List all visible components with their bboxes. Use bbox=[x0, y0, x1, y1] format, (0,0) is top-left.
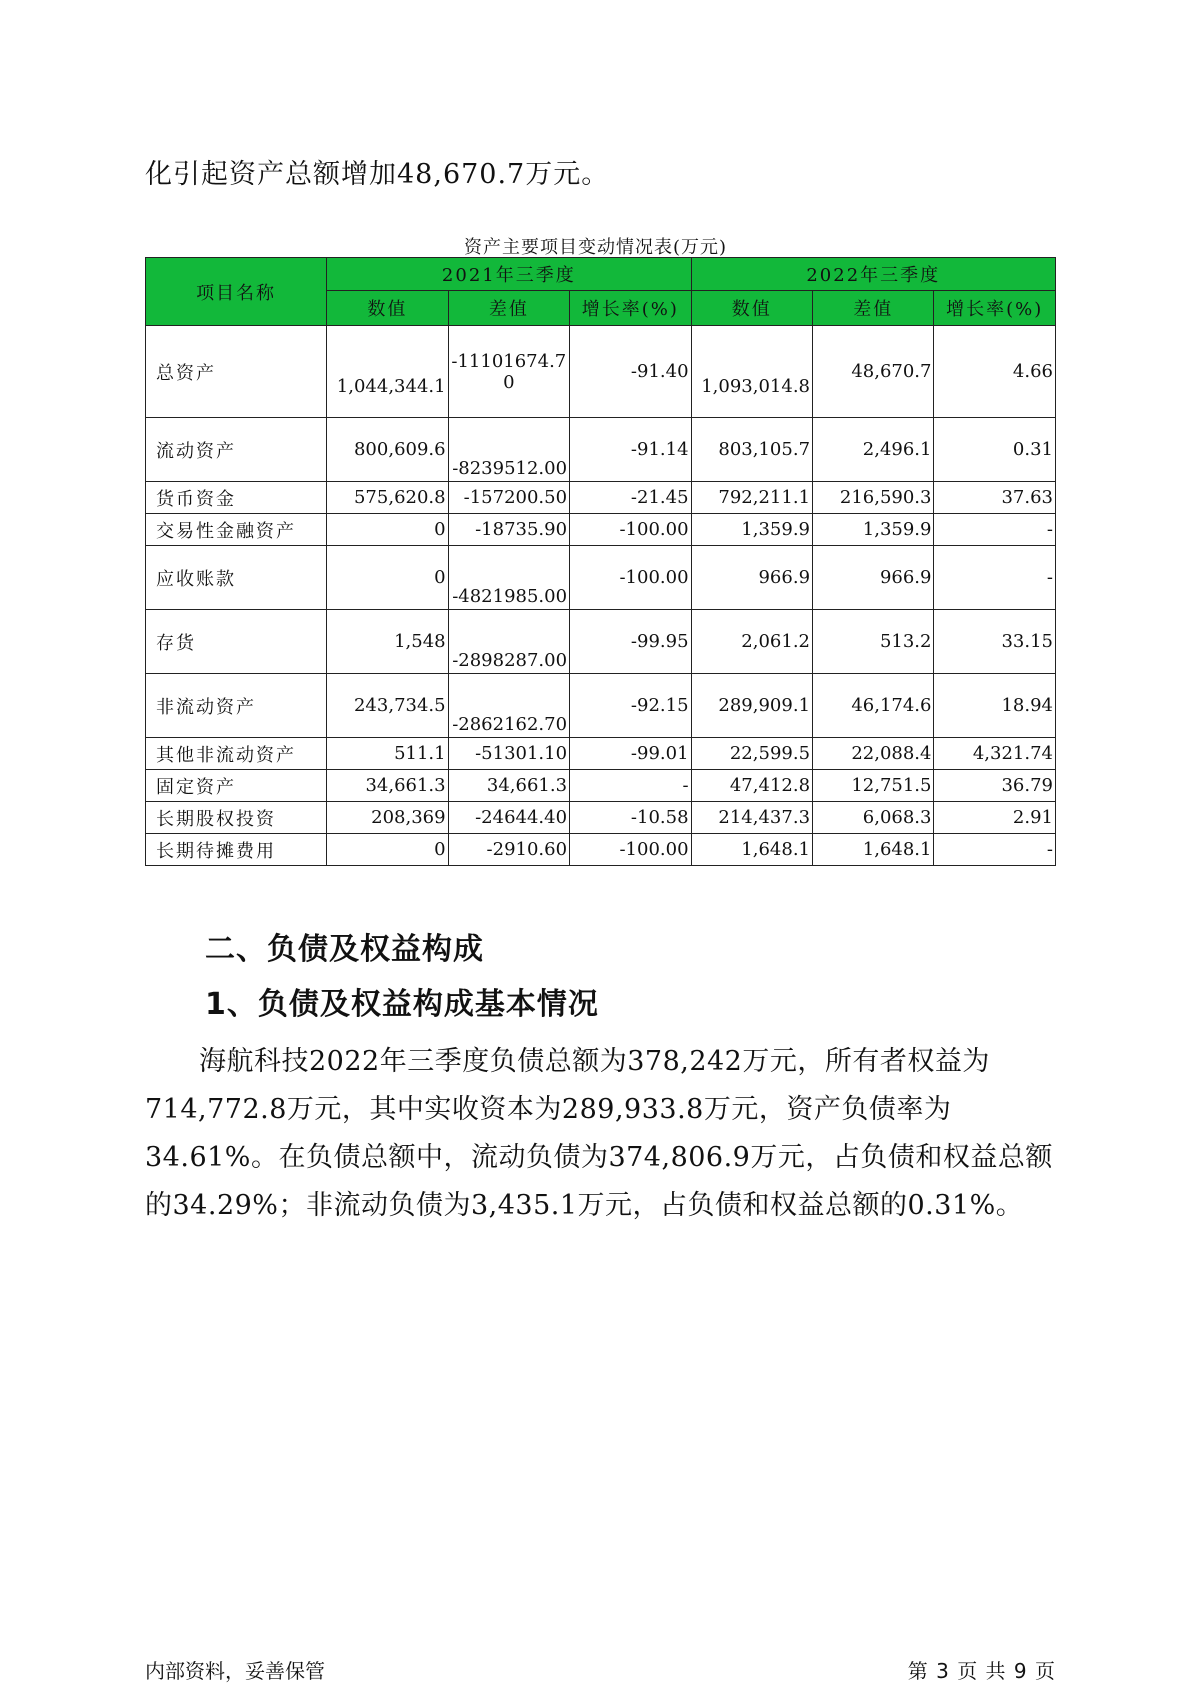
cell-diff-2021: -2898287.00 bbox=[448, 610, 569, 674]
cell-diff-2022: 12,751.5 bbox=[813, 770, 934, 802]
table-row bbox=[146, 418, 1056, 482]
table-row bbox=[146, 834, 1056, 866]
row-label: 流动资产 bbox=[146, 418, 327, 482]
cell-diff-2022: 6,068.3 bbox=[813, 802, 934, 834]
cell-growth-2021: -100.00 bbox=[570, 514, 691, 546]
cell-growth-2021: -10.58 bbox=[570, 802, 691, 834]
row-label: 总资产 bbox=[146, 326, 327, 418]
cell-value-2021: 575,620.8 bbox=[327, 482, 448, 514]
header-diff-2021: 差值 bbox=[448, 291, 569, 326]
paragraph-text: 海航科技2022年三季度负债总额为378,242万元，所有者权益为714,772.8万元，其中实收资本为289,933.8万元，资产负债率为34.61%。在负债总额中，流动负债为374,806.9万元，占负债和权益总额的34.29%；非流动负债为3,435.1万元，占负债和权益总额的0.31%。 bbox=[145, 1046, 1053, 1221]
cell-diff-2021: -157200.50 bbox=[448, 482, 569, 514]
row-label: 长期股权投资 bbox=[146, 802, 327, 834]
cell-value-2021: 511.1 bbox=[327, 738, 448, 770]
lead-line: 化引起资产总额增加48,670.7万元。 bbox=[145, 159, 610, 190]
cell-diff-2022: 46,174.6 bbox=[813, 674, 934, 738]
cell-diff-2021: 34,661.3 bbox=[448, 770, 569, 802]
table-row bbox=[146, 610, 1056, 674]
cell-diff-2022: 966.9 bbox=[813, 546, 934, 610]
cell-value-2022: 1,359.9 bbox=[691, 514, 812, 546]
cell-growth-2022: - bbox=[934, 514, 1056, 546]
cell-growth-2022: 2.91 bbox=[934, 802, 1056, 834]
cell-growth-2021: -91.14 bbox=[570, 418, 691, 482]
header-growth-2022: 增长率(%) bbox=[934, 291, 1056, 326]
cell-value-2021: 0 bbox=[327, 834, 448, 866]
cell-value-2021: 800,609.6 bbox=[327, 418, 448, 482]
cell-diff-2022: 1,359.9 bbox=[813, 514, 934, 546]
row-label: 其他非流动资产 bbox=[146, 738, 327, 770]
cell-growth-2021: -100.00 bbox=[570, 546, 691, 610]
cell-value-2022: 214,437.3 bbox=[691, 802, 812, 834]
cell-value-2022: 22,599.5 bbox=[691, 738, 812, 770]
header-growth-2021: 增长率(%) bbox=[570, 291, 691, 326]
cell-diff-2021: -11101674.70 bbox=[448, 326, 569, 418]
cell-value-2021: 0 bbox=[327, 514, 448, 546]
cell-value-2022: 47,412.8 bbox=[691, 770, 812, 802]
cell-value-2022: 966.9 bbox=[691, 546, 812, 610]
table-row bbox=[146, 802, 1056, 834]
cell-diff-2021: -2910.60 bbox=[448, 834, 569, 866]
row-label: 非流动资产 bbox=[146, 674, 327, 738]
row-label: 长期待摊费用 bbox=[146, 834, 327, 866]
cell-diff-2021: -8239512.00 bbox=[448, 418, 569, 482]
header-value-2021: 数值 bbox=[327, 291, 448, 326]
header-item-name: 项目名称 bbox=[146, 258, 327, 326]
cell-value-2022: 1,093,014.8 bbox=[691, 326, 812, 418]
header-2022: 2022年三季度 bbox=[691, 258, 1055, 291]
row-label: 固定资产 bbox=[146, 770, 327, 802]
table-caption: 资产主要项目变动情况表(万元) bbox=[463, 237, 728, 258]
cell-growth-2021: -92.15 bbox=[570, 674, 691, 738]
cell-value-2022: 803,105.7 bbox=[691, 418, 812, 482]
cell-growth-2021: -99.95 bbox=[570, 610, 691, 674]
row-label: 存货 bbox=[146, 610, 327, 674]
cell-value-2022: 1,648.1 bbox=[691, 834, 812, 866]
table-row bbox=[146, 770, 1056, 802]
cell-growth-2022: 37.63 bbox=[934, 482, 1056, 514]
cell-value-2021: 34,661.3 bbox=[327, 770, 448, 802]
cell-growth-2022: 4.66 bbox=[934, 326, 1056, 418]
cell-diff-2022: 48,670.7 bbox=[813, 326, 934, 418]
cell-growth-2021: -21.45 bbox=[570, 482, 691, 514]
cell-growth-2022: 33.15 bbox=[934, 610, 1056, 674]
header-2021: 2021年三季度 bbox=[327, 258, 691, 291]
table-row bbox=[146, 514, 1056, 546]
cell-growth-2022: 0.31 bbox=[934, 418, 1056, 482]
cell-value-2021: 0 bbox=[327, 546, 448, 610]
cell-diff-2021: -2862162.70 bbox=[448, 674, 569, 738]
row-label: 货币资金 bbox=[146, 482, 327, 514]
section-title: 二、负债及权益构成 bbox=[205, 932, 484, 967]
table-row bbox=[146, 326, 1056, 418]
cell-growth-2022: 36.79 bbox=[934, 770, 1056, 802]
cell-value-2022: 289,909.1 bbox=[691, 674, 812, 738]
cell-diff-2022: 1,648.1 bbox=[813, 834, 934, 866]
cell-growth-2022: 4,321.74 bbox=[934, 738, 1056, 770]
cell-value-2022: 2,061.2 bbox=[691, 610, 812, 674]
asset-changes-table bbox=[145, 257, 1056, 866]
cell-diff-2021: -51301.10 bbox=[448, 738, 569, 770]
body-paragraph bbox=[145, 1038, 1060, 1230]
cell-value-2021: 243,734.5 bbox=[327, 674, 448, 738]
row-label: 交易性金融资产 bbox=[146, 514, 327, 546]
cell-growth-2021: -100.00 bbox=[570, 834, 691, 866]
header-diff-2022: 差值 bbox=[813, 291, 934, 326]
subsection-title: 1、负债及权益构成基本情况 bbox=[205, 987, 599, 1022]
footer-page-number: 第 3 页 共 9 页 bbox=[907, 1659, 1056, 1683]
cell-value-2021: 208,369 bbox=[327, 802, 448, 834]
cell-diff-2021: -24644.40 bbox=[448, 802, 569, 834]
cell-diff-2021: -4821985.00 bbox=[448, 546, 569, 610]
cell-value-2021: 1,548 bbox=[327, 610, 448, 674]
cell-growth-2022: - bbox=[934, 834, 1056, 866]
table-row bbox=[146, 546, 1056, 610]
cell-growth-2021: -99.01 bbox=[570, 738, 691, 770]
cell-value-2022: 792,211.1 bbox=[691, 482, 812, 514]
cell-growth-2021: -91.40 bbox=[570, 326, 691, 418]
table-row bbox=[146, 674, 1056, 738]
table-row bbox=[146, 482, 1056, 514]
cell-diff-2022: 513.2 bbox=[813, 610, 934, 674]
row-label: 应收账款 bbox=[146, 546, 327, 610]
cell-diff-2022: 22,088.4 bbox=[813, 738, 934, 770]
footer-confidential-note: 内部资料，妥善保管 bbox=[145, 1659, 325, 1683]
table-row bbox=[146, 738, 1056, 770]
cell-diff-2022: 2,496.1 bbox=[813, 418, 934, 482]
cell-value-2021: 1,044,344.1 bbox=[327, 326, 448, 418]
cell-growth-2022: - bbox=[934, 546, 1056, 610]
header-value-2022: 数值 bbox=[691, 291, 812, 326]
cell-diff-2022: 216,590.3 bbox=[813, 482, 934, 514]
cell-growth-2022: 18.94 bbox=[934, 674, 1056, 738]
cell-diff-2021: -18735.90 bbox=[448, 514, 569, 546]
cell-growth-2021: - bbox=[570, 770, 691, 802]
